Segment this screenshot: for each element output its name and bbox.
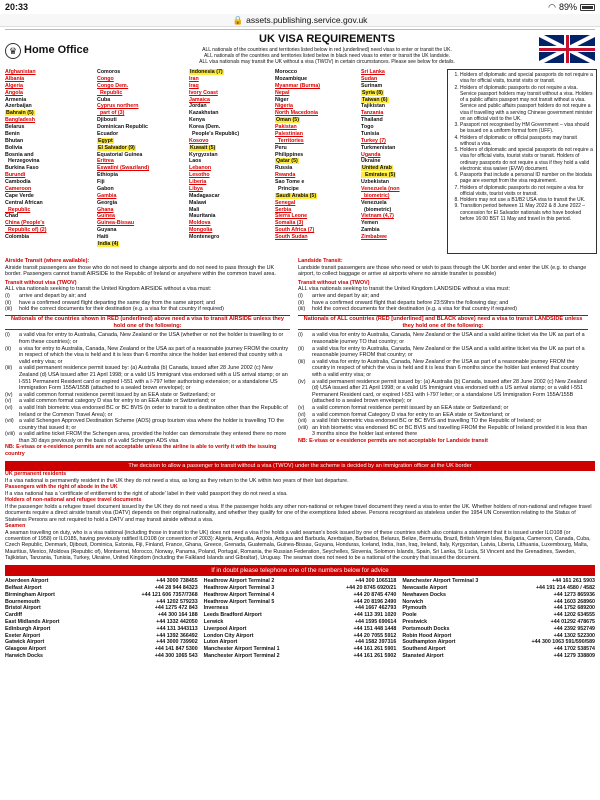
exemption-item: (i) a valid visa for entry to Australia, Canada, New Zealand or the USA (whether or not the holder is travelling to or from these countries); or bbox=[5, 332, 284, 345]
country-item: Libya bbox=[189, 185, 203, 192]
phone-row[interactable]: Heathrow Airport Terminal 4 +44 20 8745 4740 bbox=[203, 591, 397, 598]
footnote: 8. Holders may not use a B1/B2 USA visa to transit the UK. bbox=[460, 197, 593, 203]
country-item: Equatorial Guinea bbox=[97, 151, 143, 158]
country-item: Cape Verde bbox=[5, 192, 34, 199]
phone-row[interactable]: Newhaven Docks +44 1273 865936 bbox=[402, 591, 595, 598]
country-item: Guinea-Bissau bbox=[97, 220, 135, 227]
phone-row[interactable]: Manchester Airport Terminal 2 +44 161 261 5902 bbox=[203, 652, 397, 659]
officer-decision-banner: The decision to allow a passenger to transit without a visa (TWOV) under the scheme is decided by an immigration officer at the UK border bbox=[5, 461, 595, 472]
country-item: Azerbaijan bbox=[5, 103, 32, 110]
airside-visa-rule: Nationals of the countries shown in RED (underlined) above need a visa to transit AIRSIDE unless they hold one of the following: bbox=[5, 315, 290, 331]
country-item: Ghana bbox=[97, 206, 114, 213]
exemption-item: (iv) a valid common format residence permit issued by an EEA state or Switzerland; or bbox=[5, 391, 216, 398]
country-item: Rwanda bbox=[275, 172, 296, 179]
country-item: Nepal bbox=[275, 89, 290, 96]
section-text: If the passenger holds a refugee travel document issued by the UK they do not need a visa. If the passenger holds any other non-national or refugee travel document they need a visa to enter the UK. Whether holders of non-national and refugee travel documents require a direct airside transit visa (DATV) depends on their original nationality, and whether they qualify for one of the exemptions listed above. Persons recognised as stateless under the 1954 UN Convention relating to the Status of Stateless Persons are not required to hold a DATV and may transit airside without a visa. bbox=[5, 503, 592, 523]
footnotes-box bbox=[447, 69, 597, 254]
country-item: Indonesia (7) bbox=[190, 69, 223, 75]
country-item: Djibouti bbox=[97, 117, 117, 124]
exemption-item: (iii) a valid permanent residence permit issued by: (a) Australia (b) Canada, issued after 28 June 2002 (c) New Zealand (d) USA issued after 21 April 1998; or a valid US Immigrant visa endorsed with a US arrival stamp; or an I-551 Permanent Resident card or expired I-551 with a I-797 letter authorising extension; or a standalone US Immigration Form 155A/155B (attached to a sealed brown envelope); or bbox=[5, 365, 288, 392]
country-item: Madagascar bbox=[189, 192, 220, 199]
country-item: Mozambique bbox=[275, 75, 308, 82]
phone-row[interactable]: East Midlands Airport +44 1332 442050 bbox=[5, 618, 198, 625]
phone-row[interactable]: Newcastle Airport +44 191 214 4580 / 4582 bbox=[402, 585, 595, 592]
exemption-item: (ii) a visa for entry to Australia, Canada, New Zealand or the USA as part of a reasonable journey FROM the country in respect of which the visa is held and it is less than 6 months since the holder last entered that country with a valid entry visa; or bbox=[5, 345, 289, 365]
country-item: Herzegovina bbox=[5, 158, 40, 165]
home-office-logo: ♛ Home Office bbox=[5, 33, 115, 59]
country-item: Pakistan bbox=[275, 124, 297, 130]
country-item: Burkina Faso bbox=[5, 165, 39, 172]
phone-row[interactable]: Robin Hood Airport +44 1302 522300 bbox=[402, 632, 595, 639]
country-item: Tajikistan bbox=[361, 103, 386, 110]
exemption-item: (vi) a valid common format Category D visa for entry to an EEA state or Switzerland; or bbox=[298, 411, 510, 418]
union-flag-icon bbox=[539, 35, 595, 63]
country-item: Niger bbox=[275, 96, 289, 103]
country-item: Jamaica bbox=[189, 96, 210, 103]
country-item: Taiwan (6) bbox=[362, 96, 388, 103]
country-item: Belarus bbox=[5, 124, 25, 130]
country-item: Guinea bbox=[97, 213, 115, 220]
status-bar bbox=[0, 0, 600, 14]
country-item: Sao Tome e bbox=[275, 179, 305, 185]
exemptions-section bbox=[5, 471, 595, 561]
phone-column bbox=[204, 578, 397, 659]
country-item: Ethiopia bbox=[97, 172, 118, 179]
country-item: Sudan bbox=[361, 75, 378, 82]
phone-row[interactable]: Glasgow Airport +44 141 847 5300 bbox=[5, 646, 198, 653]
country-item: Guyana bbox=[97, 227, 117, 234]
country-item: Fiji bbox=[97, 179, 105, 185]
country-item: Togo bbox=[361, 124, 374, 130]
phone-row[interactable]: Heathrow Airport Terminal 2 +44 300 1065118 bbox=[203, 578, 397, 585]
section-text: If a visa national is permanently resident in the UK they do not need a visa, as long as they return to the UK within two years of their last departure. bbox=[5, 477, 349, 484]
country-item: (biometric) bbox=[361, 206, 392, 213]
country-item: Tunisia bbox=[361, 130, 380, 137]
exemption-item: (vi) a valid Irish biometric visa endorsed BC or BC BVIS (in order to transit to a destination other than the Republic of Ireland or the Common Travel Area); or bbox=[5, 404, 288, 418]
intro-text bbox=[115, 47, 539, 65]
phone-row[interactable]: Poole +44 1202 634555 bbox=[402, 612, 595, 619]
country-item: part of (3) bbox=[97, 110, 125, 117]
phone-row[interactable]: Liverpool Airport +44 151 448 1448 bbox=[203, 625, 397, 632]
country-item: Qatar (5) bbox=[276, 158, 298, 165]
section-text: A seaman travelling on duty, who is a visa national (including those in transit to the UK) does not need a visa if he holds a valid seaman's book issued by one of these countries which also contains a statement that it is issued under ILO108 (or convention of 1958) or ILO185, having previously ratified ILO108 (or convention of 2003): Algeria, Anguilla, Angola, Antigua and Barbuda, Azerbaijan, Barbados, Belarus, Belize, Bermuda, Brazil, British Virgin Isles, Bulgaria, Cameroon, Canada, Cuba, Czech Republic, Denmark, Djibouti, Dominica, Estonia, Fiji, Finland, France, Ghana, Greece, Grenada, Guatemala, Guinea-Bissau, Guyana, Honduras, Iceland, India, Iran, Iraq, Ireland, Italy, Kyrgyzstan, Latvia, Liberia, Lithuania, Luxembourg, Malta, Mauritius, Mexico, Moldova (Republic of), Montserrat, Morocco, Norway, Panama, Poland, Portugal, Romania, the Russian Federation, Seychelles, Slovenia, Solomon Islands, Spain, Sri Lanka, St Lucia, St Vincent and the Grenadines, Sweden, Tajikistan, Tanzania, Tunisia, Turkey, Ukraine, United Kingdom (including the Falkland Islands and Gibraltar), Uruguay. The seaman does not need to be a national of the country that issued the document. bbox=[5, 529, 591, 562]
landside-exemptions bbox=[298, 332, 588, 438]
country-item: United Arab bbox=[362, 165, 392, 172]
country-item: Kazakhstan bbox=[189, 110, 219, 117]
country-item: South Africa (7) bbox=[275, 227, 315, 234]
phone-row[interactable]: Heathrow Airport Terminal 3 +44 20 8745 6920/21 bbox=[203, 585, 397, 592]
country-item: Ukraine bbox=[361, 158, 381, 165]
country-item: Palestinian bbox=[275, 130, 303, 137]
country-item: People's Republic) bbox=[189, 130, 240, 137]
country-item: Iraq bbox=[189, 82, 199, 89]
country-item: Gambia bbox=[97, 192, 117, 199]
country-item: Montenegro bbox=[189, 234, 220, 240]
country-item: Tanzania bbox=[361, 110, 384, 117]
country-item: Turkey (7) bbox=[361, 137, 386, 144]
country-item: Benin bbox=[5, 130, 20, 137]
page-title: UK VISA REQUIREMENTS bbox=[259, 33, 395, 45]
exemption-item: (viii) an Irish biometric visa endorsed BC or BC BVIS and travelling FROM the Republic of Ireland provided it is less than 3 months since the holder last entered there bbox=[298, 424, 588, 438]
phone-row[interactable]: Harwich Docks +44 300 1065 543 bbox=[5, 652, 198, 659]
country-item: Egypt bbox=[98, 137, 113, 144]
country-item: Bangladesh bbox=[5, 117, 36, 124]
phone-row[interactable]: Gatwick Airport +44 3000 739902 bbox=[5, 639, 198, 646]
airside-section: Airside Transit (where available): Airside transit passengers are those who do not need to change airports and do not need to pass through the UK border. Passengers cannot transit AIRSIDE to the Republic of Ireland or anywhere within the common travel area. Transit without visa (TWOV) ALL visa nationals seeking to transit the United Kingdom AIRSIDE without a visa must: (i) arrive and depart by air; and (ii) have a confirmed onward flight departing the same day from the same airport; and (iii) hold the correct documents for their destination (e.g. a visa for that country if required) Nationals of the countries shown in RED (underlined) above need a visa to transit AIRSIDE unless they hold one of the following: (i) a valid visa for entry to Australia, Canada, New Zealand or the USA (whether or not the holder is travelling to or from these countries); or (ii) a visa for entry to Australia, Canada, New Zealand or the USA as part of a reasonable journey FROM the country in respect of which the visa is held and it is less than 6 months since the holder last entered that country with a valid entry visa; or (iii) a valid permanent residence permit issued by: (a) Australia (b) Canada, issued after 28 June 2002 (c) New Zealand (d) USA issued after 21 April 1998; or a valid US Immigrant visa endorsed with a US arrival stamp; or an I-551 Permanent Resident card or expired I-551 with a I-797 letter authorising extension; or a standalone US Immigration Form 155A/155B (attached to a sealed brown envelope); or (iv) a valid common format residence permit issued by an EEA state or Switzerland; or (v) a valid common format category D visa for entry to an EEA state or Switzerland; or (vi) a valid Irish biometric visa endorsed BC or BC BVIS (in order to transit to a destination other than the Republic of Ireland or the Common Travel Area); or (vii) a valid Schengen Approved Destination Scheme (ADS) group tourism visa where the holder is travelling TO the country that issued it; or (viii) a valid airline ticket FROM the Schengen area, provided the holder can demonstrate they entered there no more than 30 days previously on the basis of a valid Schengen ADS visa NB: E-visas or e-residence permits are not acceptable unless the airline is able to verify it with the issuing country bbox=[5, 258, 289, 458]
country-item: Malawi bbox=[189, 199, 207, 206]
country-item: Eritrea bbox=[97, 158, 114, 165]
country-item: Laos bbox=[189, 158, 202, 165]
phone-column bbox=[5, 578, 198, 659]
country-item: Serbia bbox=[275, 206, 292, 213]
address-bar[interactable] bbox=[0, 14, 600, 27]
wifi-icon: ◠ bbox=[548, 1, 556, 12]
country-item: Zimbabwe bbox=[361, 234, 387, 240]
transit-sections bbox=[5, 256, 595, 458]
phone-row[interactable]: Manchester Airport Terminal 3 +44 161 261 5903 bbox=[402, 578, 595, 585]
status-time: 20:33 bbox=[5, 1, 29, 12]
country-item: Nigeria bbox=[275, 103, 293, 110]
country-item: Ivory Coast bbox=[189, 89, 218, 96]
phone-row[interactable]: Leeds Bradford Airport +44 113 391 1020 bbox=[203, 612, 397, 619]
country-item: Ecuador bbox=[97, 130, 119, 137]
country-item: Yemen bbox=[361, 220, 379, 227]
lock-icon: 🔒 bbox=[232, 14, 244, 25]
country-item: Mauritania bbox=[189, 213, 216, 220]
country-item: Cuba bbox=[97, 96, 111, 103]
footnote: 3. Passport not recognised by HM Government – visa should be issued on a uniform format form (UFF). bbox=[460, 122, 593, 135]
country-item: Sri Lanka bbox=[361, 69, 385, 75]
url-text[interactable]: assets.publishing.service.gov.uk bbox=[246, 14, 368, 25]
country-item: Bahrain (5) bbox=[6, 110, 34, 117]
country-list bbox=[5, 69, 595, 254]
country-item: Cameroon bbox=[5, 185, 32, 192]
section-heading: Holders of non-national and refugee travel documents bbox=[5, 497, 142, 504]
country-item: India (4) bbox=[98, 240, 119, 247]
country-item: Central African bbox=[5, 199, 43, 206]
footnote: 4. Holders of diplomatic or official passports may transit without a visa. bbox=[460, 135, 593, 148]
country-item: Haiti bbox=[97, 234, 109, 240]
country-item: Kosovo bbox=[189, 137, 209, 144]
country-item: China (People's bbox=[5, 220, 45, 227]
country-item: Iran bbox=[189, 75, 199, 82]
exemption-item: (v) a valid common format category D visa for entry to an EEA state or Switzerland; or bbox=[5, 398, 216, 405]
country-item: Mali bbox=[189, 206, 200, 213]
country-item: Colombia bbox=[5, 234, 30, 240]
country-item: Burundi bbox=[5, 172, 26, 179]
country-item: Algeria bbox=[5, 82, 23, 89]
country-item: Somalia (3) bbox=[275, 220, 304, 227]
country-item: Syria (8) bbox=[362, 89, 383, 96]
footnote: 7. Holders of diplomatic passports do not require a visa for official visits, tourist visits or transit. bbox=[460, 185, 593, 198]
country-item: Cyprus northern bbox=[97, 103, 139, 110]
country-item: Gabon bbox=[97, 185, 114, 192]
country-item: Oman (5) bbox=[276, 117, 299, 124]
exemption-item: (viii) a valid airline ticket FROM the Schengen area, provided the holder can demonstrate they entered there no more than 30 days previously on the basis of a valid Schengen ADS visa bbox=[5, 431, 287, 444]
country-item: North Macedonia bbox=[275, 110, 318, 117]
exemption-item: (v) a valid common format residence permit issued by an EEA state or Switzerland; or bbox=[298, 404, 509, 411]
footnote: 1. Holders of diplomatic and special passports do not require a visa for official visits, tourist visits or transit. bbox=[460, 72, 593, 85]
phone-row[interactable]: Birmingham Airport +44 121 606 7357/7368 bbox=[5, 591, 198, 598]
phone-row[interactable]: Southend Airport +44 1702 538574 bbox=[402, 646, 595, 653]
country-item: Albania bbox=[5, 75, 25, 82]
country-item: Surinam bbox=[361, 82, 383, 89]
country-column bbox=[275, 69, 361, 254]
crest-icon: ♛ bbox=[5, 43, 21, 59]
phone-row[interactable]: Manchester Airport Terminal 1 +44 161 261 5901 bbox=[203, 646, 397, 653]
phone-row[interactable]: Prestwick +44 01292 478675 bbox=[402, 618, 595, 625]
exemption-item: (i) a valid visa for entry to Australia, Canada, New Zealand or the USA and a valid airline ticket via the UK as part of a reasonable journey TO that country; or bbox=[298, 332, 585, 345]
phone-row[interactable]: Inverness +44 1667 462793 bbox=[203, 605, 397, 612]
country-item: Congo bbox=[97, 75, 114, 82]
exemption-item: (ii) a valid visa for entry to Australia, Canada, New Zealand or the USA and a valid airline ticket via the UK as part of a reasonable journey FROM that country; or bbox=[298, 345, 585, 359]
country-item: Turkmenistan bbox=[361, 144, 396, 151]
country-item: Kuwait (5) bbox=[190, 144, 216, 151]
country-item: Venezuela bbox=[361, 199, 387, 206]
country-item: Bolivia bbox=[5, 144, 23, 151]
country-item: Kenya bbox=[189, 117, 205, 124]
country-item: Saudi Arabia (5) bbox=[276, 192, 317, 199]
country-item: Jordan bbox=[189, 103, 207, 110]
country-column bbox=[361, 69, 447, 254]
country-item: Emirates (5) bbox=[362, 172, 396, 179]
country-item: Bhutan bbox=[5, 137, 24, 144]
country-item: Principe bbox=[275, 185, 299, 192]
footnote: 6. Passports that include a personal ID number on the biodata page are exempt from the visa requirement. bbox=[460, 172, 593, 185]
phone-directory: If in doubt please telephone one of the numbers below for advice Aberdeen Airport +44 3000 738455 Belfast Airport +44 28 944 84323 Birmingham Airport +44 121 606 7357/7368 Bournemouth +44 1202 579233 Bristol Airport +44 1275 472 843 Cardiff +44 300 164 188 East Midlands Airport +44 1332 442050 Edinburgh Airport +44 131 3443113 Exeter Airport +44 1392 366492 Gatwick Airport +44 3000 739902 Glasgow Airport +44 141 847 5300 Harwich Docks +44 300 1065 543 Heathrow Airport Terminal 2 +44 300 1065118 Heathrow Airport Terminal 3 +44 20 8745 6920/21 Heathrow Airport Terminal 4 +44 20 8745 4740 Heathrow Airport Terminal 5 +44 20 8196 2490 Inverness +44 1667 462793 Leeds Bradford Airport +44 113 391 1020 Lerwick +44 1595 690614 Liverpool Airport +44 151 448 1448 London City Airport +44 20 7055 5912 Luton Airport +44 1582 397316 Manchester Airport Terminal 1 +44 161 261 5901 Manchester Airport Terminal 2 +44 161 261 5902 Manchester Airport Terminal 3 +44 161 261 5903 Newcastle Airport +44 191 214 4580 / 4582 Newhaven Docks +44 1273 865936 Norwich +44 1603 268960 Plymouth +44 1752 689200 Poole +44 1202 634555 Prestwick +44 01292 478675 Portsmouth Docks +44 2392 952749 Robin Hood Airport +44 1302 522300 Southampton Airport +44 300 1063 591/590/589 Southend Airport +44 1702 538574 Stansted Airport +44 1279 338809 bbox=[5, 566, 595, 659]
country-item: Moldova bbox=[189, 220, 211, 227]
country-item: Bosnia and bbox=[5, 151, 34, 158]
phone-row[interactable]: Luton Airport +44 1582 397316 bbox=[203, 639, 397, 646]
country-item: Lesotho bbox=[189, 172, 210, 179]
country-item: Georgia bbox=[97, 199, 118, 206]
phone-row[interactable]: Edinburgh Airport +44 131 3443113 bbox=[5, 625, 198, 632]
country-item: Eswatini (Swaziland) bbox=[97, 165, 150, 172]
country-item: Republic of) (2) bbox=[5, 227, 47, 234]
phone-row[interactable]: Belfast Airport +44 28 944 84323 bbox=[5, 585, 198, 592]
phone-row[interactable]: Southampton Airport +44 300 1063 591/590/589 bbox=[402, 639, 595, 646]
country-column bbox=[5, 69, 97, 254]
section-heading: Seamen bbox=[5, 523, 26, 530]
landside-visa-rule: Nationals of ALL countries (RED [underlined] and BLACK above) need a visa to transit LANDSIDE unless they hold one of the following: bbox=[298, 315, 588, 331]
footnote: 9. Transition period between 11 May 2022 & 8 June 2022 – concession for El Salvador nationals who have booked before 16:00 BST 11 May and travel in this period. bbox=[460, 203, 593, 222]
country-item: Russia bbox=[275, 165, 293, 172]
phone-row[interactable]: Exeter Airport +44 1392 366492 bbox=[5, 632, 198, 639]
landside-section: Landside Transit: Landside transit passengers are those who need or wish to pass through the UK border and enter the UK (e.g. to change airport, to collect baggage or arrive at airports where no airside transfer is possible) Transit without visa (TWOV) ALL visa nationals seeking to transit the United Kingdom LANDSIDE without a visa must: (i) arrive and depart by air; and (ii) have a confirmed onward flight that departs before 23:59hrs the following day; and (iii) hold the correct documents for their destination (e.g. a visa for that country if required) Nationals of ALL countries (RED [underlined] and BLACK above) need a visa to transit LANDSIDE unless they hold one of the following: (i) a valid visa for entry to Australia, Canada, New Zealand or the USA and a valid airline ticket via the UK as part of a reasonable journey TO that country; or (ii) a valid visa for entry to Australia, Canada, New Zealand or the USA and a valid airline ticket via the UK as part of a reasonable journey FROM that country; or (iii) a valid visa for entry to Australia, Canada, New Zealand or the USA as part of a reasonable journey FROM the country in respect of which the visa is held and it is less than 6 months since the holder last entered that country with a valid entry visa; or (iv) a valid permanent residence permit issued by: (a) Australia (b) Canada, issued after 28 June 2002 (c) New Zealand (d) USA issued after 21 April 1998; or a valid US Immigrant visa endorsed with a US arrival stamp; or a valid I-551 Permanent Resident card, or expired I-551 with I-797 letter; or a standalone US Immigration Form 155A/155B (attached to a sealed brown envelope); or (v) a valid common format residence permit issued by an EEA state or Switzerland; or (vi) a valid common format Category D visa for entry to an EEA state or Switzerland; or (vii) a valid Irish biometric visa endorsed BC or BC BVIS and travelling TO the Republic of Ireland; or (viii) an Irish biometric visa endorsed BC or BC BVIS and travelling FROM the Republic of Ireland provided it is less than 3 months since the holder last entered there NB: E-visas or e-residence permits are not acceptable for Landside transit bbox=[298, 258, 588, 444]
country-item: South Sudan bbox=[275, 234, 308, 240]
country-column bbox=[97, 69, 189, 254]
exemption-item: (vii) a valid Irish biometric visa endorsed BC or BC BVIS and travelling TO the Republic of Ireland; or bbox=[298, 418, 542, 425]
country-item: Venezuela (non bbox=[361, 185, 400, 192]
country-item: Comoros bbox=[97, 69, 121, 75]
phone-row[interactable]: Norwich +44 1603 268960 bbox=[402, 598, 595, 605]
phone-row[interactable]: Bristol Airport +44 1275 472 843 bbox=[5, 605, 198, 612]
country-item: Philippines bbox=[275, 151, 304, 158]
country-item: Zambia bbox=[361, 227, 380, 234]
phone-row[interactable]: London City Airport +44 20 7055 5912 bbox=[203, 632, 397, 639]
intro-line: ALL nationals of the countries and territories listed below in red (underlined) need visas to enter or transit the UK. bbox=[202, 47, 452, 54]
country-item: Uganda bbox=[361, 151, 381, 158]
section-heading: UK permanent residents bbox=[5, 471, 67, 478]
country-item: Armenia bbox=[5, 96, 27, 103]
section-text: If a visa national has a 'certificate of entitlement to the right of abode' label in their valid passport they do not need a visa. bbox=[5, 490, 288, 497]
country-item: Senegal bbox=[275, 199, 296, 206]
country-item: Cambodia bbox=[5, 179, 31, 185]
country-item: Uzbekistan bbox=[361, 179, 389, 185]
phone-row[interactable]: Plymouth +44 1752 689200 bbox=[402, 605, 595, 612]
phone-row[interactable]: Aberdeen Airport +44 3000 738455 bbox=[5, 578, 198, 585]
airside-exemptions bbox=[5, 332, 290, 444]
phone-column bbox=[402, 578, 595, 659]
country-item: Kyrgyzstan bbox=[189, 151, 218, 158]
phone-row[interactable]: Heathrow Airport Terminal 5 +44 20 8196 2490 bbox=[203, 598, 397, 605]
country-item: Vietnam (4,7) bbox=[361, 213, 394, 220]
section-heading: Passengers with the right of abode in the UK bbox=[5, 484, 118, 491]
intro-line: ALL visa nationals may transit the UK without a visa (TWOV) in certain circumstances. Please see below for details. bbox=[199, 59, 455, 66]
country-item: Chad bbox=[5, 213, 19, 220]
phone-row[interactable]: Cardiff +44 300 164 188 bbox=[5, 612, 198, 619]
country-item: Territories bbox=[275, 137, 304, 144]
country-item: Congo Dem. bbox=[97, 82, 129, 89]
country-item: Peru bbox=[275, 144, 287, 151]
exemption-item: (vii) a valid Schengen Approved Destination Scheme (ADS) group tourism visa where the holder is travelling TO the country that issued it; or bbox=[5, 418, 284, 431]
phone-row[interactable]: Stansted Airport +44 1279 338809 bbox=[402, 652, 595, 659]
intro-line: ALL nationals of the countries and territories listed below in black need visas to enter or transit the UK landside. bbox=[203, 53, 451, 60]
country-item: El Salvador (9) bbox=[98, 144, 135, 151]
exemption-item: (iii) a valid visa for entry to Australia, Canada, New Zealand or the USA as part of a reasonable journey FROM the country in respect of which the visa is held and it is less than 6 months since the holder last entered that country with a valid entry visa; or bbox=[298, 358, 579, 378]
phone-row[interactable]: Lerwick +44 1595 690614 bbox=[203, 618, 397, 625]
country-item: Republic bbox=[5, 206, 31, 213]
exemption-item: (iv) a valid permanent residence permit issued by: (a) Australia (b) Canada, issued after 28 June 2002 (c) New Zealand (d) USA issued after 21 April 1998; or a valid US Immigrant visa endorsed with a US arrival stamp; or a valid I-551 Permanent Resident card, or expired I-551 with I-797 letter; or a standalone US Immigration Form 155A/155B (attached to a sealed brown envelope); or bbox=[298, 378, 587, 405]
country-column bbox=[189, 69, 275, 254]
country-item: Morocco bbox=[275, 69, 298, 75]
battery-percent: 89% bbox=[558, 1, 577, 12]
footnote: 2. Holders of diplomatic passports do not require a visa. Service passport holders may transit without a visa. Holders of a public affairs passport may not transit without a visa. Service and public affairs passport holders do not require a visa if travelling with a serving Chinese government minister on an official visit to the UK. bbox=[460, 85, 593, 123]
country-item: Thailand bbox=[361, 117, 383, 124]
country-item: Afghanistan bbox=[5, 69, 36, 75]
phone-row[interactable]: Bournemouth +44 1202 579233 bbox=[5, 598, 198, 605]
footnote: 5. Holders of diplomatic and special passports do not require a visa for official visits, tourist visits or transit. Holders of ordinary passports do not require a visa if they hold a valid electronic visa waiver (EVW) document. bbox=[460, 147, 593, 172]
country-item: Korea (Dem. bbox=[189, 124, 221, 130]
country-item: biometric) bbox=[361, 192, 390, 199]
country-item: Sierra Leone bbox=[275, 213, 308, 220]
phone-row[interactable]: Portsmouth Docks +44 2392 952749 bbox=[402, 625, 595, 632]
country-item: Liberia bbox=[189, 179, 207, 185]
country-item: Mongolia bbox=[189, 227, 213, 234]
battery-icon bbox=[580, 4, 595, 11]
country-item: Republic bbox=[97, 89, 123, 96]
document-header bbox=[5, 33, 595, 67]
country-item: Angola bbox=[5, 89, 23, 96]
document-page bbox=[0, 27, 600, 800]
country-item: Myanmar (Burma) bbox=[275, 82, 321, 89]
country-item: Lebanon bbox=[189, 165, 212, 172]
country-item: Dominican Republic bbox=[97, 124, 148, 130]
